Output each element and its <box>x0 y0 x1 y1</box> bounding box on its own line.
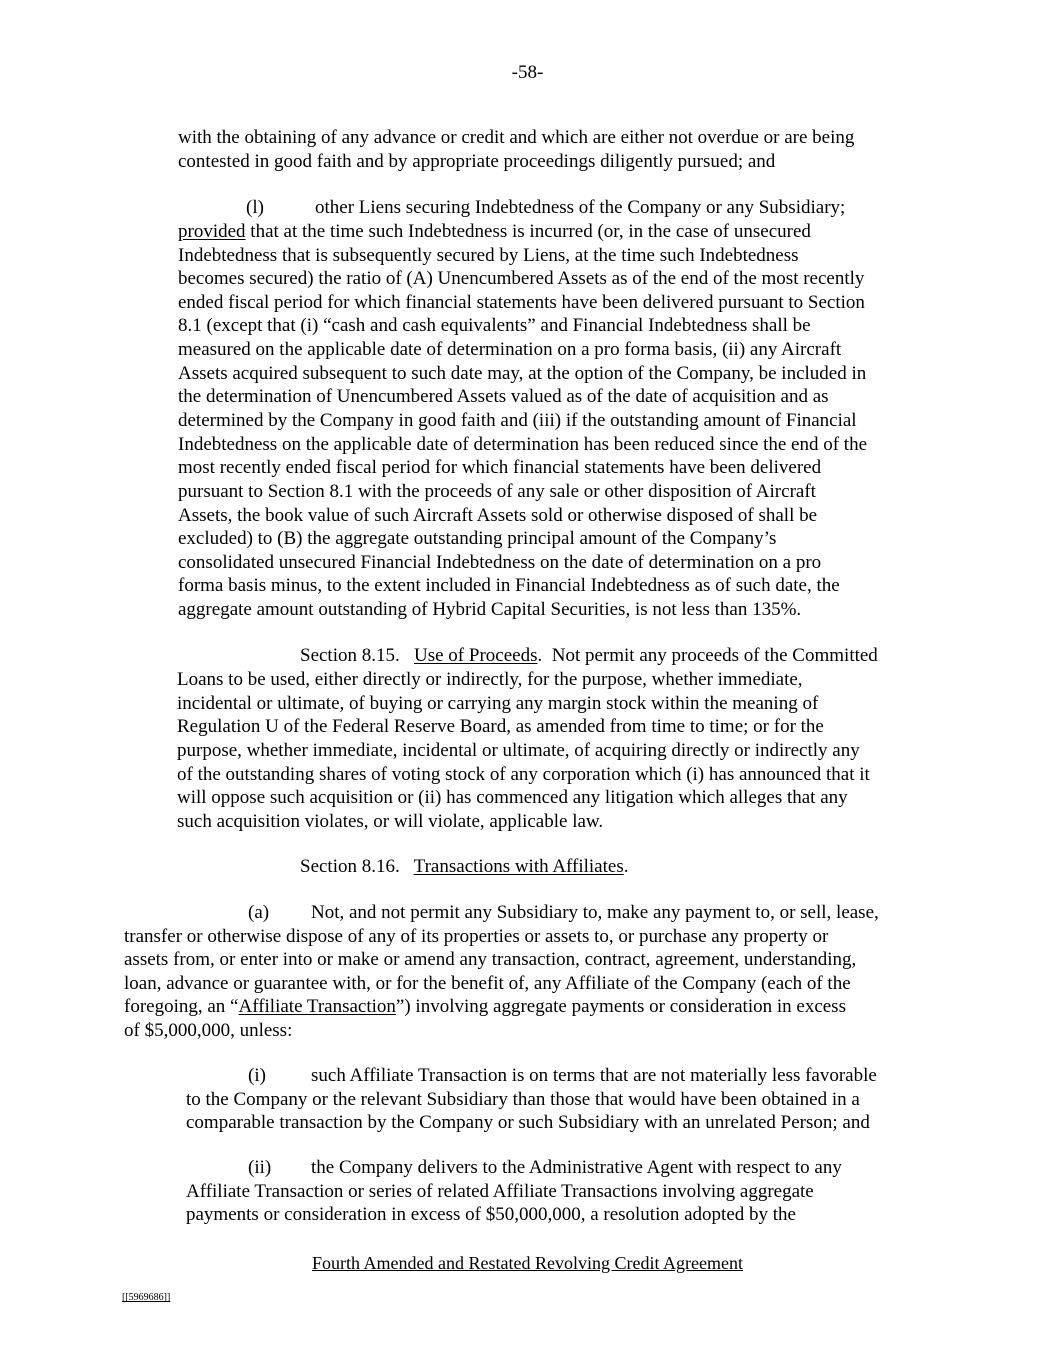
text-line: the Company delivers to the Administrative Agent with respect to any <box>311 1157 842 1178</box>
provided-term: provided <box>178 221 246 242</box>
defined-term: Affiliate Transaction <box>238 996 396 1017</box>
text-line: becomes secured) the ratio of (A) Unencumbered Assets as of the end of the most recently <box>178 268 865 289</box>
text-line: forma basis minus, to the extent included in Financial Indebtedness as of such date, the <box>178 575 840 596</box>
footer-document-title: Fourth Amended and Restated Revolving Credit Agreement <box>312 1253 743 1273</box>
text-line: will oppose such acquisition or (ii) has commenced any litigation which alleges that any <box>177 787 848 808</box>
text-line: Not, and not permit any Subsidiary to, make any payment to, or sell, lease, <box>311 902 879 923</box>
text-line: transfer or otherwise dispose of any of its properties or assets to, or purchase any property or <box>124 926 829 947</box>
text-line: assets from, or enter into or make or amend any transaction, contract, agreement, understanding, <box>124 949 857 970</box>
section-number: Section 8.15. <box>300 645 400 666</box>
text-line: Indebtedness on the applicable date of determination has been reduced since the end of the <box>178 434 868 455</box>
text-line: excluded) to (B) the aggregate outstanding principal amount of the Company’s <box>178 528 777 549</box>
text-line: of $5,000,000, unless: <box>124 1020 293 1041</box>
text-line: comparable transaction by the Company or such Subsidiary with an unrelated Person; and <box>186 1112 870 1133</box>
text-line <box>178 220 811 244</box>
text-span: . Not permit any proceeds of the Committed <box>537 645 878 666</box>
text-line <box>124 995 846 1019</box>
page-number: -58- <box>511 62 544 83</box>
text-span: that at the time such Indebtedness is incurred (or, in the case of unsecured <box>245 221 811 242</box>
text-line: of the outstanding shares of voting stock of any corporation which (i) has announced that it <box>177 764 870 785</box>
text-line: 8.1 (except that (i) “cash and cash equivalents” and Financial Indebtedness shall be <box>178 315 811 336</box>
document-id: [[5969686]] <box>122 1292 171 1303</box>
text-line: to the Company or the relevant Subsidiary than those that would have been obtained in a <box>186 1089 860 1110</box>
text-line: Indebtedness that is subsequently secured by Liens, at the time such Indebtedness <box>178 245 799 266</box>
text-span: . <box>623 856 629 877</box>
text-line: loan, advance or guarantee with, or for the benefit of, any Affiliate of the Company (each of the <box>124 973 851 994</box>
text-line: aggregate amount outstanding of Hybrid Capital Securities, is not less than 135%. <box>178 599 802 620</box>
text-line: measured on the applicable date of determination on a pro forma basis, (ii) any Aircraft <box>178 339 842 360</box>
text-line: purpose, whether immediate, incidental or ultimate, of acquiring directly or indirectly any <box>177 740 860 761</box>
text-line: determined by the Company in good faith and (iii) if the outstanding amount of Financial <box>178 410 857 431</box>
clause-label: (l) <box>246 197 264 218</box>
text-line: such acquisition violates, or will violate, applicable law. <box>177 811 604 832</box>
section-heading-line <box>300 855 628 879</box>
text-line: with the obtaining of any advance or credit and which are either not overdue or are being <box>178 127 855 148</box>
text-span <box>400 645 414 666</box>
text-line: most recently ended fiscal period for which financial statements have been delivered <box>178 457 822 478</box>
text-line: payments or consideration in excess of $50,000,000, a resolution adopted by the <box>186 1204 796 1225</box>
text-line: pursuant to Section 8.1 with the proceeds of any sale or other disposition of Aircraft <box>178 481 816 502</box>
text-line: such Affiliate Transaction is on terms that are not materially less favorable <box>311 1065 877 1086</box>
section-title: Transactions with Affiliates <box>413 856 624 877</box>
text-line: contested in good faith and by appropriate proceedings diligently pursued; and <box>178 151 776 172</box>
section-number: Section 8.16. <box>300 856 400 877</box>
clause-label: (a) <box>248 902 270 923</box>
text-span <box>400 856 414 877</box>
text-line: Regulation U of the Federal Reserve Board, as amended from time to time; or for the <box>177 716 824 737</box>
text-span: ”) involving aggregate payments or consideration in excess <box>395 996 846 1017</box>
clause-label: (ii) <box>248 1157 272 1178</box>
text-line: Assets acquired subsequent to such date may, at the option of the Company, be included in <box>178 363 867 384</box>
text-line: Affiliate Transaction or series of related Affiliate Transactions involving aggregate <box>186 1181 814 1202</box>
text-line: ended fiscal period for which financial statements have been delivered pursuant to Section <box>178 292 865 313</box>
text-line: other Liens securing Indebtedness of the Company or any Subsidiary; <box>315 197 846 218</box>
text-line: consolidated unsecured Financial Indebtedness on the date of determination on a pro <box>178 552 822 573</box>
text-span: foregoing, an “ <box>124 996 239 1017</box>
clause-label: (i) <box>248 1065 266 1086</box>
section-heading-line <box>300 644 878 668</box>
text-line: Assets, the book value of such Aircraft Assets sold or otherwise disposed of shall be <box>178 505 818 526</box>
text-line: Loans to be used, either directly or indirectly, for the purpose, whether immediate, <box>177 669 803 690</box>
section-title: Use of Proceeds <box>414 645 538 666</box>
text-line: incidental or ultimate, of buying or carrying any margin stock within the meaning of <box>177 693 819 714</box>
text-line: the determination of Unencumbered Assets valued as of the date of acquisition and as <box>178 386 829 407</box>
